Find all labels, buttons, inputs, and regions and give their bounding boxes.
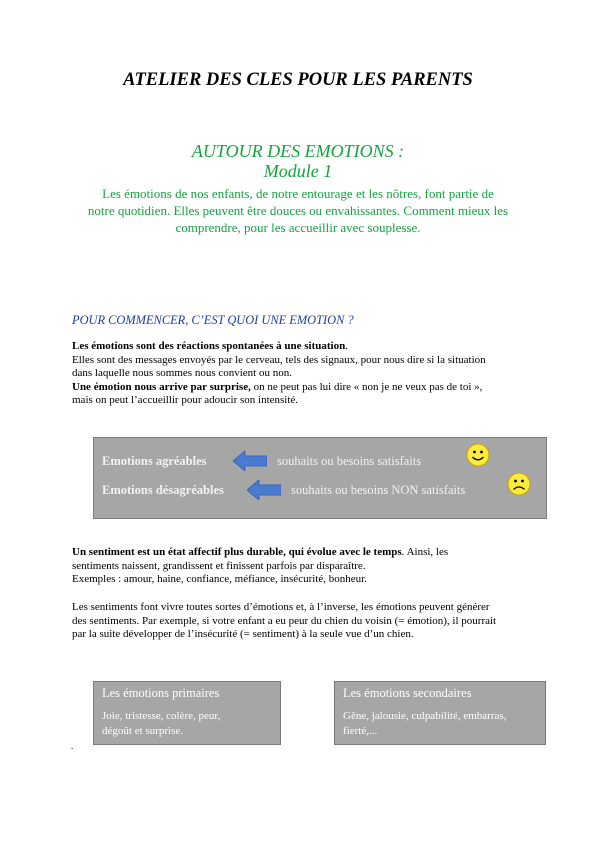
pleasant-emotions-desc: souhaits ou besoins satisfaits: [277, 454, 422, 468]
feeling-definition: [72, 546, 524, 587]
definition-line: [72, 381, 524, 395]
intro-line: comprendre, pour les accueillir avec souplesse.: [175, 220, 421, 235]
secondary-emotions-box: [334, 681, 546, 745]
intro-paragraph: [70, 185, 526, 236]
intro-line: notre quotidien. Elles peuvent être douces ou envahissantes. Comment mieux les: [87, 203, 509, 218]
surprise-rest: on ne peut pas lui dire « non je ne veux pas de toi »,: [250, 380, 483, 393]
footer-mark: .: [71, 741, 74, 751]
pleasant-emotions-label: Emotions agréables: [102, 454, 207, 468]
intro-line: Les émotions de nos enfants, de notre entourage et les nôtres, font partie de: [102, 186, 494, 201]
section-heading: POUR COMMENCER, C’EST QUOI UNE EMOTION ?: [72, 313, 354, 327]
module-title-line2: Module 1: [263, 161, 333, 181]
unpleasant-emotions-label: Emotions désagréables: [102, 483, 224, 497]
feeling-line: [72, 546, 524, 560]
secondary-emotions-heading: Les émotions secondaires: [343, 686, 472, 700]
primary-emotions-line: dégoût et surprise.: [102, 725, 183, 737]
definition-line: dans laquelle nous sommes nous convient ou non.: [72, 367, 292, 379]
definition-bold: Les émotions sont des réactions spontanées à une situation: [72, 340, 346, 352]
example-line: Les sentiments font vivre toutes sortes d’émotions et, à l’inverse, les émotions peuvent générer: [72, 601, 490, 613]
feeling-line: sentiments naissent, grandissent et finissent parfois par disparaître.: [72, 559, 366, 572]
smiley-sad-icon: [507, 472, 531, 496]
example-line: par la suite développer de l’insécurité (= sentiment) à la seule vue d’un chien.: [72, 628, 414, 640]
module-title: [0, 141, 596, 181]
module-title-line1: AUTOUR DES EMOTIONS :: [191, 141, 405, 161]
example-line: des sentiments. Par exemple, si votre enfant a eu peur du chien du voisin (= émotion), il pourrait: [72, 614, 497, 627]
emotions-box: [93, 437, 547, 519]
surprise-bold: Une émotion nous arrive par surprise,: [72, 380, 251, 393]
definition-line: mais on peut l’accueillir pour adoucir son intensité.: [72, 394, 299, 406]
definition-line: [72, 340, 524, 354]
feeling-rest: . Ainsi, les: [401, 546, 449, 558]
definition-end: .: [345, 340, 348, 352]
unpleasant-emotions-desc: souhaits ou besoins NON satisfaits: [291, 483, 466, 497]
secondary-emotions-line: Gêne, jalousie, culpabilité, embarras,: [343, 710, 507, 722]
arrow-left-icon: [247, 480, 281, 500]
smiley-happy-icon: [466, 443, 490, 467]
page-title: ATELIER DES CLES POUR LES PARENTS: [123, 70, 473, 90]
feeling-line: Exemples : amour, haine, confiance, méfiance, insécurité, bonheur.: [72, 573, 367, 585]
feeling-bold: Un sentiment est un état affectif plus durable, qui évolue avec le temps: [72, 546, 402, 558]
arrow-left-icon: [233, 451, 267, 471]
primary-emotions-heading: Les émotions primaires: [102, 686, 220, 700]
primary-emotions-line: Joie, tristesse, colère, peur,: [102, 710, 221, 722]
definition-line: Elles sont des messages envoyés par le cerveau, tels des signaux, pour nous dire si la situation: [72, 353, 486, 366]
feeling-example: [72, 601, 524, 642]
emotion-definition: [72, 340, 524, 408]
primary-emotions-box: [93, 681, 281, 745]
secondary-emotions-line: fierté,...: [343, 725, 378, 737]
